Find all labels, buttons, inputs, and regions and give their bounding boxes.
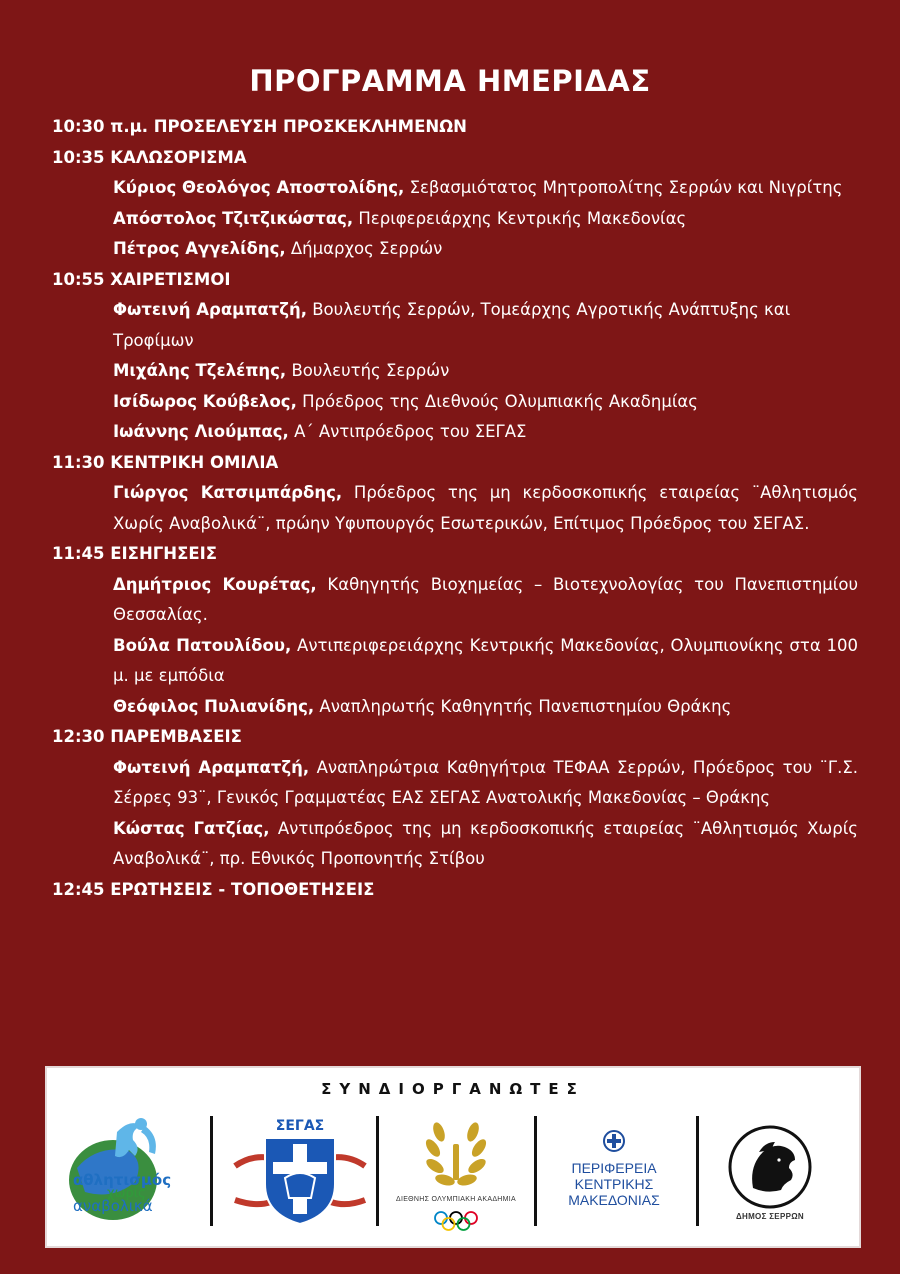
region-line3: ΜΑΚΕΔΟΝΙΑΣ [568, 1192, 660, 1208]
speaker-entry [113, 753, 858, 814]
segas-label: ΣΕΓΑΣ [275, 1118, 325, 1134]
session-heading: 10:30 π.μ. ΠΡΟΣΕΛΕΥΣΗ ΠΡΟΣΚΕΚΛΗΜΕΝΩΝ [52, 117, 467, 136]
municipality-serres-logo [705, 1108, 855, 1238]
coin-head-icon [725, 1122, 815, 1212]
session-heading: 10:35 ΚΑΛΩΣΟΡΙΣΜΑ [52, 147, 247, 167]
logo-divider [210, 1116, 213, 1226]
speaker-entry [113, 631, 858, 692]
speaker-name: Γιώργος Κατσιμπάρδης, [113, 483, 343, 502]
logo-divider [696, 1116, 699, 1226]
session-heading: 10:55 ΧΑΙΡΕΤΙΣΜΟΙ [52, 269, 231, 289]
speaker-name: Κώστας Γατζίας, [113, 818, 270, 838]
speaker-entry [113, 173, 858, 204]
program-list [52, 112, 858, 905]
co-organizers-heading: ΣΥΝΔΙΟΡΓΑΝΩΤΕΣ [321, 1080, 585, 1098]
speaker-role: Αναπληρώτρια Καθηγήτρια ΤΕΦΑΑ Σερρών, Πρόεδρος του ¨Γ.Σ. Σέρρες 93¨, Γενικός Γραμματέας ΕΑΣ ΣΕΓΑΣ Ανατολικής Μακεδονίας – Θράκης [113, 757, 859, 807]
segas-logo [225, 1108, 375, 1238]
speaker-role: Περιφερειάρχης Κεντρικής Μακεδονίας [353, 208, 687, 228]
speaker-name: Πέτρος Αγγελίδης, [113, 239, 286, 258]
speaker-role: Καθηγητής Βιοχημείας – Βιοτεχνολογίας του Πανεπιστημίου Θεσσαλίας. [113, 574, 858, 624]
session-heading: 12:30 ΠΑΡΕΜΒΑΣΕΙΣ [52, 727, 242, 746]
session-heading: 11:45 ΕΙΣΗΓΗΣΕΙΣ [52, 544, 218, 563]
speaker-entry [113, 692, 858, 723]
speaker-entry [113, 295, 858, 356]
speaker-name: Ιωάννης Λιούμπας, [113, 422, 289, 441]
logos-row [47, 1108, 859, 1238]
speaker-name: Κύριος Θεολόγος Αποστολίδης, [113, 178, 405, 197]
speaker-entry [113, 814, 858, 875]
speaker-entry [113, 417, 858, 448]
speaker-role: Αντιπεριφερειάρχης Κεντρικής Μακεδονίας, Ολυμπιονίκης στα 100 μ. με εμπόδια [113, 635, 858, 685]
speaker-role: Πρόεδρος της μη κερδοσκοπικής εταιρείας ¨Αθλητισμός Χωρίς Αναβολικά¨, πρώην Υφυπουργός Εσωτερικών, Επίτιμος Πρόεδρος του ΣΕΓΑΣ. [113, 483, 858, 533]
logo1-line1: αθλητισμός [73, 1171, 172, 1189]
speaker-role: Δήμαρχος Σερρών [285, 239, 443, 258]
greek-emblem-icon [603, 1130, 625, 1152]
speaker-role: Βουλευτής Σερρών, Τομεάρχης Αγροτικής Ανάπτυξης και Τροφίμων [113, 300, 791, 350]
speaker-name: Θεόφιλος Πυλιανίδης, [113, 696, 315, 716]
logo1-line3: αναβολικά [73, 1197, 153, 1215]
speaker-role: Αντιπρόεδρος της μη κερδοσκοπικής εταιρείας ¨Αθλητισμός Χωρίς Αναβολικά¨, πρ. Εθνικός Προπονητής Στίβου [113, 818, 858, 868]
speaker-entry [113, 478, 858, 539]
speaker-name: Απόστολος Τζιτζικώστας, [113, 208, 354, 228]
co-organizers-panel [45, 1066, 861, 1248]
logo-divider [534, 1116, 537, 1226]
speaker-name: Φωτεινή Αραμπατζή, [113, 757, 310, 777]
page-title: ΠΡΟΓΡΑΜΜΑ ΗΜΕΡΙΔΑΣ [249, 64, 651, 98]
region-central-macedonia-logo [539, 1108, 689, 1238]
speaker-name: Βούλα Πατουλίδου, [113, 635, 292, 655]
speaker-role: Α΄ Αντιπρόεδρος του ΣΕΓΑΣ [288, 422, 527, 441]
logo-divider [376, 1116, 379, 1226]
speaker-name: Φωτεινή Αραμπατζή, [113, 300, 307, 319]
speaker-entry [113, 204, 858, 235]
speaker-entry [113, 234, 858, 265]
ioa-label: ΔΙΕΘΝΗΣ ΟΛΥΜΠΙΑΚΗ ΑΚΑΔΗΜΙΑ [395, 1196, 517, 1203]
speaker-entry [113, 387, 858, 418]
speaker-entry [113, 570, 858, 631]
olympic-rings-icon [433, 1210, 479, 1232]
ioa-logo [381, 1108, 531, 1238]
speaker-role: Πρόεδρος της Διεθνούς Ολυμπιακής Ακαδημίας [296, 391, 698, 411]
speaker-role: Βουλευτής Σερρών [286, 361, 450, 380]
speaker-name: Μιχάλης Τζελέπης, [113, 361, 287, 380]
session-heading: 12:45 ΕΡΩΤΗΣΕΙΣ - ΤΟΠΟΘΕΤΗΣΕΙΣ [52, 879, 375, 899]
session-heading: 11:30 ΚΕΝΤΡΙΚΗ ΟΜΙΛΙΑ [52, 452, 279, 472]
speaker-role: Αναπληρωτής Καθηγητής Πανεπιστημίου Θράκης [314, 696, 732, 716]
region-line1: ΠΕΡΙΦΕΡΕΙΑ [571, 1160, 657, 1176]
logo1-line2: χωρίς [107, 1186, 146, 1201]
speaker-name: Ισίδωρος Κούβελος, [113, 391, 297, 411]
region-line2: ΚΕΝΤΡΙΚΗΣ [574, 1176, 654, 1192]
speaker-entry [113, 356, 858, 387]
speaker-name: Δημήτριος Κουρέτας, [113, 574, 317, 594]
municipality-label: ΔΗΜΟΣ ΣΕΡΡΩΝ [735, 1212, 805, 1221]
athletics-without-steroids-logo [65, 1108, 205, 1238]
speaker-role: Σεβασμιότατος Μητροπολίτης Σερρών και Νιγρίτης [404, 178, 843, 197]
